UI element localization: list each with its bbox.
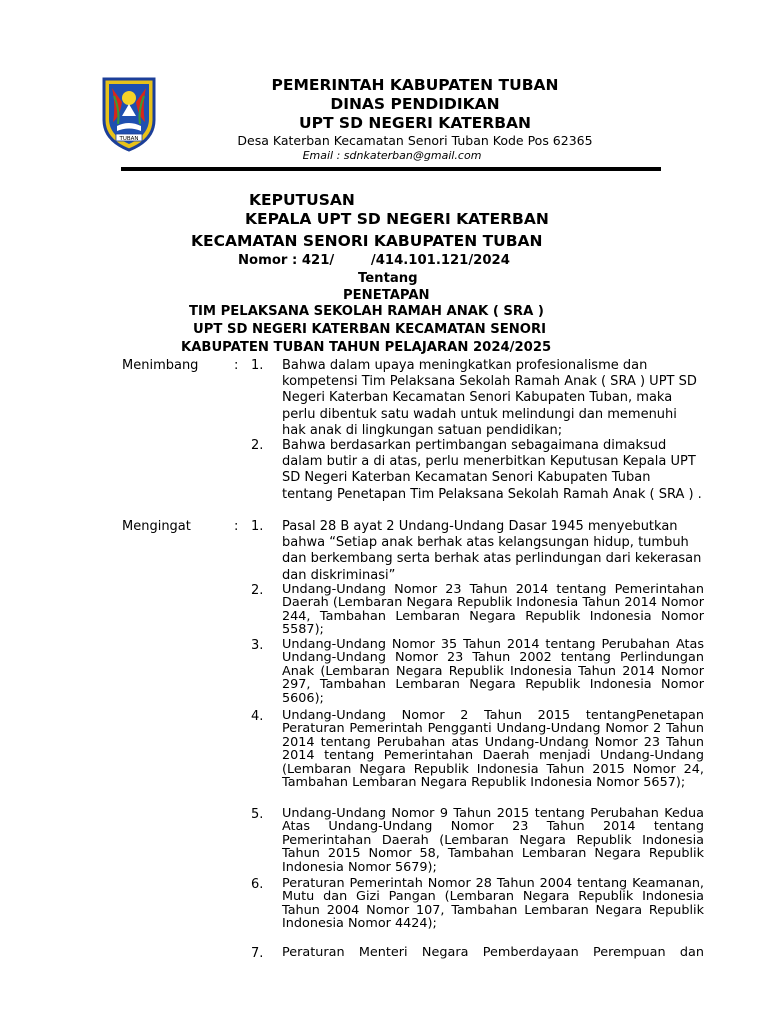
- letterhead: [190, 76, 640, 163]
- decree-issuer: KEPALA UPT SD NEGERI KATERBAN: [245, 210, 549, 228]
- mengingat-item-text: Undang-Undang Nomor 23 Tahun 2014 tentang Pemerintahan Daerah (Lembaran Negara Republik Indonesia Tahun 2014 Nomor 244, Tambahan Lembaran Negara Republik Indonesia Nomor 5587);: [282, 582, 704, 638]
- decree-subject-heading: PENETAPAN: [343, 288, 430, 303]
- letterhead-line-3: UPT SD NEGERI KATERBAN: [299, 114, 531, 132]
- decree-title: KEPUTUSAN: [249, 191, 355, 209]
- mengingat-item-text: Pasal 28 B ayat 2 Undang-Undang Dasar 1945 menyebutkan bahwa “Setiap anak berhak atas kelangsungan hidup, tumbuh dan berkembang serta berhak atas perlindungan dari kekerasan dan diskriminasi”: [282, 519, 702, 583]
- menimbang-colon: :: [234, 358, 239, 373]
- mengingat-item-text: Peraturan Menteri Negara Pemberdayaan Perempuan dan: [282, 945, 704, 960]
- menimbang-item-number: 1.: [251, 358, 264, 373]
- letterhead-email: Email : sdnkaterban@gmail.com: [302, 149, 482, 162]
- mengingat-item-number: 3.: [251, 638, 264, 653]
- mengingat-item-number: 5.: [251, 807, 264, 822]
- mengingat-item-text: Undang-Undang Nomor 2 Tahun 2015 tentangPenetapan Peraturan Pemerintah Pengganti Undang-Undang Nomor 2 Tahun 2014 tentang Perubahan atas Undang-Undang Nomor 23 Tahun 2014 tentang Pemerintahan Daerah menjadi Undang-Undang (Lembaran Negara Republik Indonesia Tahun 2015 Nomor 24, Tambahan Lembaran Negara Republik Indonesia Nomor 5657);: [282, 708, 704, 791]
- mengingat-item-text: Undang-Undang Nomor 9 Tahun 2015 tentang Perubahan Kedua Atas Undang-Undang Nomor 23 Tahun 2014 tentang Pemerintahan Daerah (Lembaran Negara Republik Indonesia Tahun 2015 Nomor 58, Tambahan Lembaran Negara Republik Indonesia Nomor 5679);: [282, 806, 704, 875]
- menimbang-item-text: Bahwa berdasarkan pertimbangan sebagaimana dimaksud dalam butir a di atas, perlu menerbitkan Keputusan Kepala UPT SD Negeri Katerban Kecamatan Senori Kabupaten Tuban tentang Penetapan Tim Pelaksana Sekolah Ramah Anak ( SRA ) .: [282, 438, 702, 502]
- mengingat-item-number: 4.: [251, 709, 264, 724]
- mengingat-item-text: Undang-Undang Nomor 35 Tahun 2014 tentang Perubahan Atas Undang-Undang Nomor 23 Tahun 2002 tentang Perlindungan Anak (Lembaran Negara Republik Indonesia Tahun 2014 Nomor 297, Tambahan Lembaran Negara Republik Indonesia Nomor 5606);: [282, 637, 704, 706]
- decree-subject-line-1: TIM PELAKSANA SEKOLAH RAMAH ANAK ( SRA ): [189, 304, 544, 319]
- tuban-regency-logo: [100, 76, 158, 152]
- letterhead-address: Desa Katerban Kecamatan Senori Tuban Kode Pos 62365: [237, 133, 593, 148]
- decree-subject-line-2: UPT SD NEGERI KATERBAN KECAMATAN SENORI: [193, 322, 547, 337]
- mengingat-item-number: 7.: [251, 946, 264, 961]
- mengingat-colon: :: [234, 519, 239, 534]
- decree-about: Tentang: [358, 271, 418, 286]
- decree-region: KECAMATAN SENORI KABUPATEN TUBAN: [191, 232, 543, 250]
- menimbang-label: Menimbang: [122, 358, 199, 373]
- letterhead-line-2: DINAS PENDIDIKAN: [330, 95, 500, 113]
- mengingat-label: Mengingat: [122, 519, 191, 534]
- decree-subject-line-3: KABUPATEN TUBAN TAHUN PELAJARAN 2024/2025: [181, 340, 552, 355]
- letterhead-divider: [121, 167, 661, 171]
- mengingat-item-text: Peraturan Pemerintah Nomor 28 Tahun 2004 tentang Keamanan, Mutu dan Gizi Pangan (Lembaran Negara Republik Indonesia Tahun 2004 Nomor 107, Tambahan Lembaran Negara Republik Indonesia Nomor 4424);: [282, 876, 704, 932]
- mengingat-item-number: 6.: [251, 877, 264, 892]
- menimbang-item-text: Bahwa dalam upaya meningkatkan profesionalisme dan kompetensi Tim Pelaksana Sekolah Ramah Anak ( SRA ) UPT SD Negeri Katerban Kecamatan Senori Kabupaten Tuban, maka perlu dibentuk satu wadah untuk melindungi dan memenuhi hak anak di lingkungan satuan pendidikan;: [282, 358, 697, 438]
- mengingat-item-number: 2.: [251, 583, 264, 598]
- letterhead-line-1: PEMERINTAH KABUPATEN TUBAN: [271, 76, 559, 94]
- decree-number: Nomor : 421/ /414.101.121/2024: [238, 253, 510, 268]
- menimbang-item-number: 2.: [251, 438, 264, 453]
- mengingat-item-number: 1.: [251, 519, 264, 534]
- logo-text: TUBAN: [119, 136, 139, 142]
